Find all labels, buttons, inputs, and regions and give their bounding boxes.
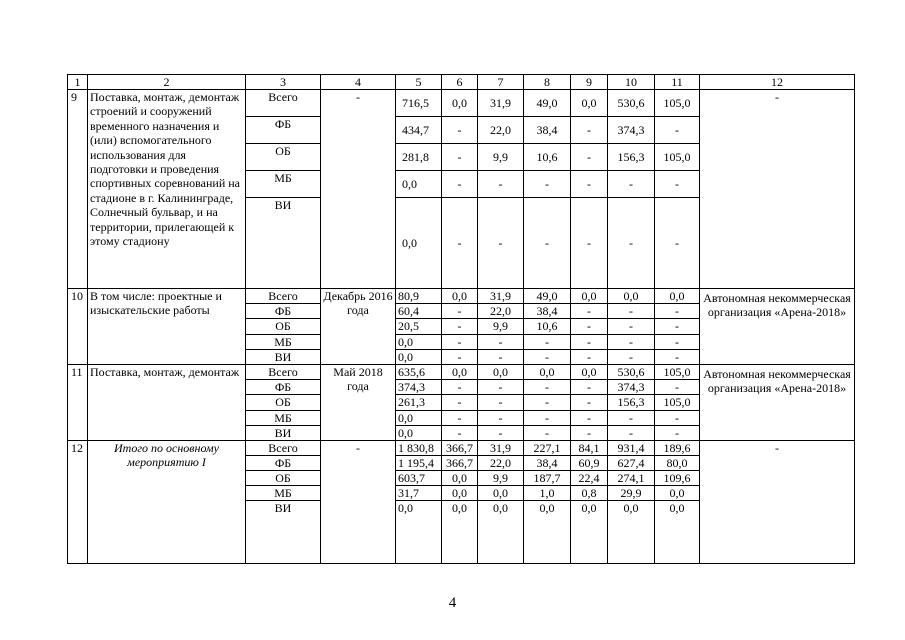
page-number: 4: [448, 595, 457, 611]
value-cell: -: [571, 380, 608, 395]
value-cell: -: [442, 319, 478, 335]
value-cell: 189,6: [655, 441, 700, 456]
funding-source: МБ: [246, 486, 321, 501]
funding-source: ОБ: [246, 395, 321, 411]
value-cell: 0,0: [655, 289, 700, 304]
value-cell: -: [442, 380, 478, 395]
col-header: 9: [571, 75, 608, 90]
value-cell: 627,4: [608, 456, 655, 471]
row-number: 11: [68, 365, 88, 441]
measure-description: Поставка, монтаж, демонтаж строений и сооружений временного назначения и (или) вспомогательного использования для подготовки и проведения спортивных соревнований на стадионе в г. Калининграде, Солнечный бульвар, и на территории, прилегающей к этому стадиону: [88, 90, 246, 289]
value-cell: 0,0: [442, 471, 478, 486]
value-cell: 374,3: [608, 117, 655, 144]
col-header: 10: [608, 75, 655, 90]
value-cell: -: [442, 198, 478, 289]
value-cell: 0,0: [442, 90, 478, 117]
value-cell: -: [655, 117, 700, 144]
funding-source: ВИ: [246, 501, 321, 564]
value-cell: -: [524, 335, 571, 350]
col-header: 11: [655, 75, 700, 90]
value-cell: -: [608, 335, 655, 350]
value-cell: -: [571, 319, 608, 335]
deadline: -: [321, 441, 396, 564]
value-cell: 603,7: [396, 471, 442, 486]
value-cell: 109,6: [655, 471, 700, 486]
value-cell: -: [478, 426, 524, 441]
value-cell: -: [655, 380, 700, 395]
budget-table: [67, 74, 855, 564]
value-cell: 227,1: [524, 441, 571, 456]
table-row: [68, 90, 855, 117]
value-cell: 1 195,4: [396, 456, 442, 471]
value-cell: 374,3: [396, 380, 442, 395]
value-cell: -: [524, 171, 571, 198]
value-cell: 0,0: [655, 486, 700, 501]
value-cell: -: [524, 395, 571, 411]
funding-source: МБ: [246, 411, 321, 426]
value-cell: 20,5: [396, 319, 442, 335]
value-cell: 38,4: [524, 456, 571, 471]
value-cell: 105,0: [655, 90, 700, 117]
value-cell: 105,0: [655, 395, 700, 411]
row-number: 12: [68, 441, 88, 564]
value-cell: -: [478, 380, 524, 395]
value-cell: 931,4: [608, 441, 655, 456]
row-number: 9: [68, 90, 88, 289]
value-cell: 0,0: [396, 501, 442, 564]
value-cell: 261,3: [396, 395, 442, 411]
value-cell: 434,7: [396, 117, 442, 144]
value-cell: 49,0: [524, 90, 571, 117]
funding-source: Всего: [246, 289, 321, 304]
funding-source: ВИ: [246, 426, 321, 441]
executor-organization: Автономная некоммерческая организация «Арена-2018»: [700, 289, 855, 365]
value-cell: 0,0: [442, 365, 478, 380]
value-cell: -: [478, 198, 524, 289]
value-cell: 0,8: [571, 486, 608, 501]
value-cell: 9,9: [478, 471, 524, 486]
measure-description: В том числе: проектные и изыскательские работы: [88, 289, 246, 365]
funding-source: Всего: [246, 90, 321, 117]
value-cell: -: [571, 426, 608, 441]
value-cell: -: [571, 304, 608, 319]
row-number: 10: [68, 289, 88, 365]
value-cell: -: [478, 411, 524, 426]
value-cell: -: [478, 395, 524, 411]
value-cell: 0,0: [442, 289, 478, 304]
value-cell: -: [478, 171, 524, 198]
value-cell: -: [655, 304, 700, 319]
value-cell: 31,7: [396, 486, 442, 501]
value-cell: -: [571, 171, 608, 198]
value-cell: -: [608, 319, 655, 335]
value-cell: 366,7: [442, 456, 478, 471]
value-cell: -: [571, 411, 608, 426]
value-cell: 9,9: [478, 319, 524, 335]
value-cell: 1,0: [524, 486, 571, 501]
value-cell: -: [571, 198, 608, 289]
funding-source: ОБ: [246, 471, 321, 486]
value-cell: 0,0: [478, 365, 524, 380]
value-cell: 156,3: [608, 144, 655, 171]
value-cell: -: [608, 426, 655, 441]
table-row: [68, 289, 855, 304]
value-cell: -: [442, 171, 478, 198]
deadline: -: [321, 90, 396, 289]
executor-organization: -: [700, 90, 855, 289]
value-cell: 0,0: [478, 486, 524, 501]
value-cell: 0,0: [524, 501, 571, 564]
value-cell: -: [442, 426, 478, 441]
funding-source: ФБ: [246, 117, 321, 144]
executor-organization: Автономная некоммерческая организация «Арена-2018»: [700, 365, 855, 441]
value-cell: 530,6: [608, 90, 655, 117]
value-cell: 38,4: [524, 304, 571, 319]
value-cell: 0,0: [396, 426, 442, 441]
value-cell: 1 830,8: [396, 441, 442, 456]
value-cell: 0,0: [524, 365, 571, 380]
deadline: Май 2018 года: [321, 365, 396, 441]
value-cell: 0,0: [442, 486, 478, 501]
value-cell: -: [524, 380, 571, 395]
value-cell: 22,0: [478, 304, 524, 319]
column-number-row: [68, 75, 855, 90]
value-cell: -: [442, 411, 478, 426]
value-cell: -: [655, 350, 700, 365]
value-cell: 60,4: [396, 304, 442, 319]
value-cell: 0,0: [396, 335, 442, 350]
funding-source: Всего: [246, 365, 321, 380]
value-cell: -: [442, 117, 478, 144]
col-header: 8: [524, 75, 571, 90]
col-header: 12: [700, 75, 855, 90]
col-header: 6: [442, 75, 478, 90]
value-cell: -: [571, 395, 608, 411]
value-cell: 0,0: [396, 198, 442, 289]
value-cell: 31,9: [478, 289, 524, 304]
funding-source: ФБ: [246, 456, 321, 471]
value-cell: 22,0: [478, 117, 524, 144]
table-row: [68, 365, 855, 380]
value-cell: -: [608, 411, 655, 426]
col-header: 4: [321, 75, 396, 90]
value-cell: 49,0: [524, 289, 571, 304]
col-header: 3: [246, 75, 321, 90]
value-cell: 0,0: [442, 501, 478, 564]
value-cell: 0,0: [396, 171, 442, 198]
col-header: 7: [478, 75, 524, 90]
col-header: 2: [88, 75, 246, 90]
value-cell: -: [524, 350, 571, 365]
value-cell: 0,0: [571, 289, 608, 304]
value-cell: 105,0: [655, 365, 700, 380]
value-cell: 80,9: [396, 289, 442, 304]
value-cell: -: [655, 411, 700, 426]
measure-description: Поставка, монтаж, демонтаж: [88, 365, 246, 441]
value-cell: 0,0: [478, 501, 524, 564]
value-cell: 374,3: [608, 380, 655, 395]
col-header: 1: [68, 75, 88, 90]
value-cell: 156,3: [608, 395, 655, 411]
value-cell: -: [524, 411, 571, 426]
value-cell: 635,6: [396, 365, 442, 380]
value-cell: -: [478, 350, 524, 365]
funding-source: ОБ: [246, 144, 321, 171]
executor-organization: -: [700, 441, 855, 564]
funding-source: ФБ: [246, 304, 321, 319]
value-cell: 29,9: [608, 486, 655, 501]
funding-source: ВИ: [246, 198, 321, 289]
value-cell: 0,0: [396, 350, 442, 365]
value-cell: 0,0: [655, 501, 700, 564]
col-header: 5: [396, 75, 442, 90]
value-cell: -: [571, 350, 608, 365]
value-cell: -: [524, 426, 571, 441]
table-row: [68, 441, 855, 456]
value-cell: 0,0: [608, 289, 655, 304]
value-cell: 38,4: [524, 117, 571, 144]
value-cell: 31,9: [478, 90, 524, 117]
value-cell: -: [571, 335, 608, 350]
value-cell: 716,5: [396, 90, 442, 117]
value-cell: -: [655, 426, 700, 441]
funding-source: МБ: [246, 171, 321, 198]
value-cell: 10,6: [524, 144, 571, 171]
value-cell: 281,8: [396, 144, 442, 171]
value-cell: -: [655, 319, 700, 335]
measure-description: Итого по основному мероприятию I: [88, 441, 246, 564]
value-cell: -: [655, 171, 700, 198]
value-cell: -: [608, 198, 655, 289]
funding-source: ФБ: [246, 380, 321, 395]
value-cell: -: [442, 350, 478, 365]
funding-source: ОБ: [246, 319, 321, 335]
value-cell: 84,1: [571, 441, 608, 456]
value-cell: -: [608, 171, 655, 198]
value-cell: -: [442, 395, 478, 411]
value-cell: 0,0: [571, 501, 608, 564]
value-cell: -: [608, 350, 655, 365]
value-cell: -: [571, 117, 608, 144]
value-cell: 0,0: [571, 365, 608, 380]
value-cell: 530,6: [608, 365, 655, 380]
value-cell: -: [608, 304, 655, 319]
value-cell: 80,0: [655, 456, 700, 471]
value-cell: -: [655, 335, 700, 350]
value-cell: 0,0: [396, 411, 442, 426]
value-cell: 187,7: [524, 471, 571, 486]
funding-source: МБ: [246, 335, 321, 350]
value-cell: 9,9: [478, 144, 524, 171]
value-cell: 31,9: [478, 441, 524, 456]
funding-source: Всего: [246, 441, 321, 456]
value-cell: 22,0: [478, 456, 524, 471]
value-cell: 22,4: [571, 471, 608, 486]
value-cell: -: [524, 198, 571, 289]
value-cell: -: [478, 335, 524, 350]
value-cell: 274,1: [608, 471, 655, 486]
value-cell: -: [442, 304, 478, 319]
deadline: Декабрь 2016 года: [321, 289, 396, 365]
funding-source: ВИ: [246, 350, 321, 365]
value-cell: 105,0: [655, 144, 700, 171]
value-cell: 60,9: [571, 456, 608, 471]
value-cell: -: [442, 144, 478, 171]
value-cell: 366,7: [442, 441, 478, 456]
value-cell: -: [571, 144, 608, 171]
value-cell: -: [442, 335, 478, 350]
value-cell: 0,0: [608, 501, 655, 564]
value-cell: -: [655, 198, 700, 289]
value-cell: 10,6: [524, 319, 571, 335]
value-cell: 0,0: [571, 90, 608, 117]
